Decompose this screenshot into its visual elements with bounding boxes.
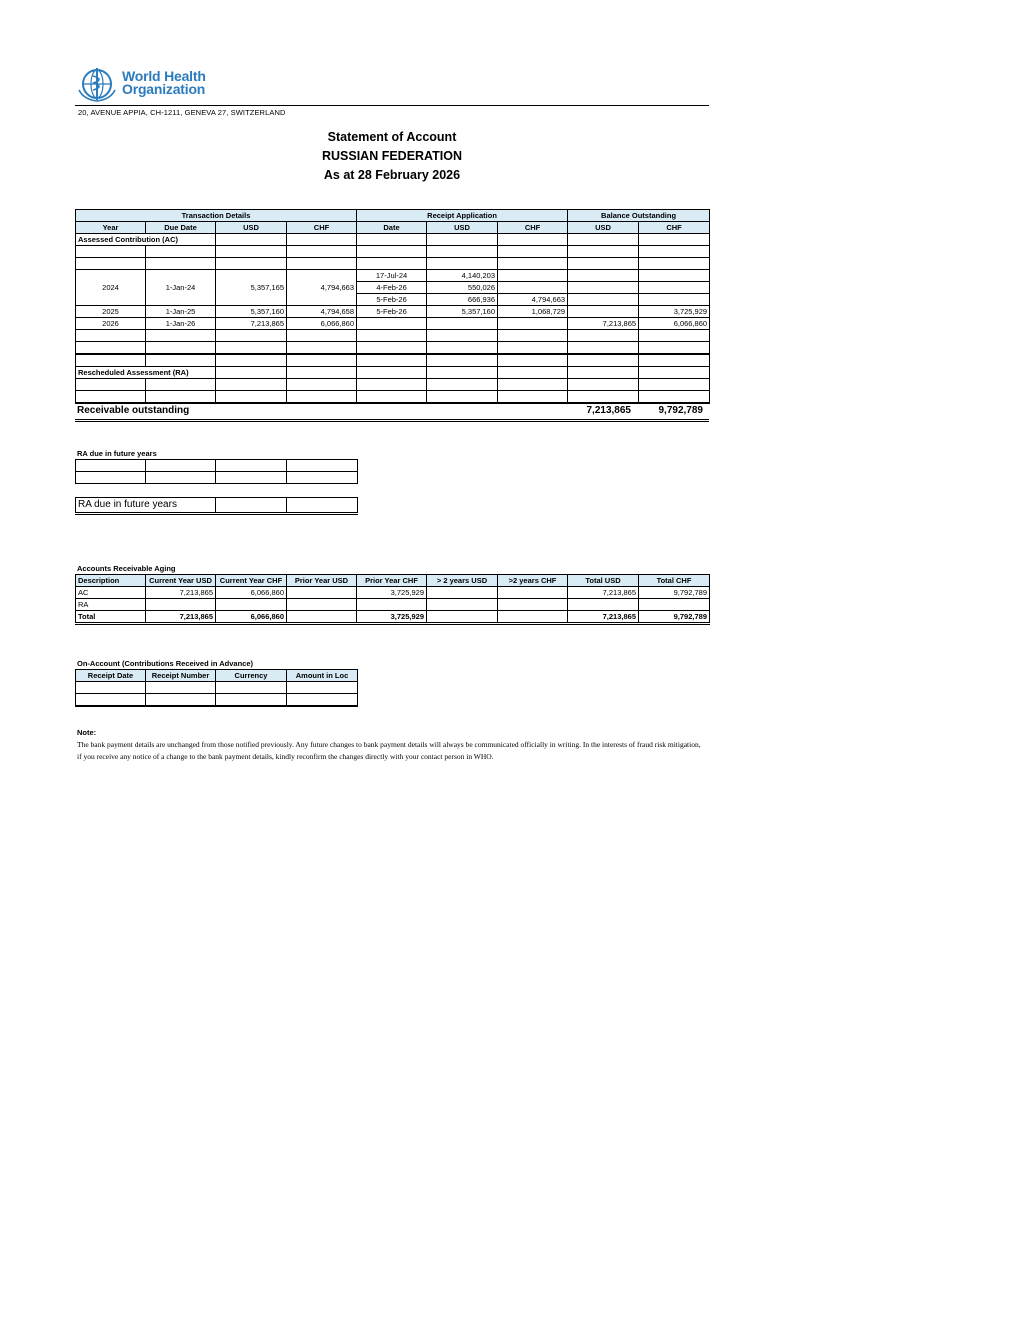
col-currency: Currency	[216, 670, 287, 682]
member-state: RUSSIAN FEDERATION	[321, 149, 463, 163]
col-receipt-date: Date	[357, 222, 427, 234]
table-row	[76, 258, 710, 270]
year-2025: 2025	[76, 306, 146, 318]
aging-col-total-chf: Total CHF	[639, 575, 710, 587]
aging-table	[75, 574, 710, 625]
ra-future-total-label: RA due in future years	[76, 498, 216, 514]
balance-usd-2025	[568, 306, 639, 318]
receipt-chf	[498, 270, 568, 282]
col-balance-usd: USD	[568, 222, 639, 234]
aging-total-usd: 7,213,865	[568, 587, 639, 599]
table-row	[76, 472, 358, 484]
org-name-line1: World Health	[122, 68, 206, 84]
aging-row-total	[76, 611, 710, 624]
balance-usd-2026: 7,213,865	[568, 318, 639, 330]
aging-col-cy-usd: Current Year USD	[146, 575, 216, 587]
section-label-ac: Assessed Contribution (AC)	[76, 234, 216, 246]
org-name-line2: Organization	[122, 81, 206, 97]
aging-2y-usd	[427, 587, 498, 599]
aging-col-py-usd: Prior Year USD	[287, 575, 357, 587]
due-date-2026: 1-Jan-26	[146, 318, 216, 330]
aging-row-ra	[76, 599, 710, 611]
group-receipt-application: Receipt Application	[357, 210, 568, 222]
col-amount-in-loc: Amount in Loc	[287, 670, 358, 682]
table-row	[76, 354, 710, 367]
who-logo	[76, 66, 206, 102]
receivable-chf: 9,792,789	[658, 405, 703, 416]
aging-cy-chf: 6,066,860	[216, 587, 287, 599]
header-rule	[75, 105, 709, 106]
on-account-table	[75, 669, 358, 707]
aging-2y-usd	[427, 611, 498, 624]
receipt-usd-2026	[427, 318, 498, 330]
aging-col-2y-chf: >2 years CHF	[498, 575, 568, 587]
aging-col-2y-usd: > 2 years USD	[427, 575, 498, 587]
col-receipt-number: Receipt Number	[146, 670, 216, 682]
receipt-chf-2025: 1,068,729	[498, 306, 568, 318]
aging-py-chf: 3,725,929	[357, 611, 427, 624]
table-row	[76, 342, 710, 355]
receipt-usd: 666,936	[427, 294, 498, 306]
who-emblem-icon	[76, 66, 118, 102]
aging-py-usd	[287, 611, 357, 624]
aging-2y-chf	[498, 611, 568, 624]
table-row-2025	[76, 306, 710, 318]
aging-cy-chf: 6,066,860	[216, 611, 287, 624]
receivable-outstanding-row	[75, 402, 709, 422]
statement-date: As at 28 February 2026	[323, 168, 461, 182]
aging-cy-usd: 7,213,865	[146, 587, 216, 599]
col-receipt-date: Receipt Date	[76, 670, 146, 682]
aging-heading: Accounts Receivable Aging	[77, 564, 176, 573]
aging-total-chf: 9,792,789	[639, 587, 710, 599]
col-receipt-usd: USD	[427, 222, 498, 234]
aging-2y-chf	[498, 587, 568, 599]
section-row-ra	[76, 367, 710, 379]
balance-chf-2025: 3,725,929	[639, 306, 710, 318]
aging-header-row	[76, 575, 710, 587]
receivable-label: Receivable outstanding	[77, 405, 190, 416]
aging-desc: AC	[76, 587, 146, 599]
balance-chf-2026: 6,066,860	[639, 318, 710, 330]
receipt-usd: 4,140,203	[427, 270, 498, 282]
statement-title: Statement of Account	[327, 130, 457, 144]
table-row	[76, 694, 358, 707]
aging-py-chf: 3,725,929	[357, 587, 427, 599]
aging-py-usd	[287, 587, 357, 599]
ra-future-heading: RA due in future years	[77, 449, 157, 458]
aging-col-cy-chf: Current Year CHF	[216, 575, 287, 587]
col-chf: CHF	[287, 222, 357, 234]
table-row-2024	[76, 270, 710, 282]
table-row	[76, 330, 710, 342]
col-receipt-chf: CHF	[498, 222, 568, 234]
group-balance-outstanding: Balance Outstanding	[568, 210, 710, 222]
table-row	[76, 246, 710, 258]
table-row	[76, 460, 358, 472]
receipt-date: 4-Feb-26	[357, 282, 427, 294]
receipt-date: 5-Feb-26	[357, 294, 427, 306]
receipt-usd: 550,026	[427, 282, 498, 294]
org-address: 20, AVENUE APPIA, CH-1211, GENEVA 27, SWITZERLAND	[78, 108, 286, 117]
section-row-ac	[76, 234, 710, 246]
usd-2025: 5,357,160	[216, 306, 287, 318]
receipt-chf	[498, 282, 568, 294]
on-account-header-row	[76, 670, 358, 682]
col-balance-chf: CHF	[639, 222, 710, 234]
receipt-date-2025: 5-Feb-26	[357, 306, 427, 318]
aging-col-description: Description	[76, 575, 146, 587]
on-account-heading: On-Account (Contributions Received in Advance)	[77, 659, 253, 668]
column-header-row	[76, 222, 710, 234]
aging-total-usd: 7,213,865	[568, 611, 639, 624]
ra-future-table	[75, 459, 358, 484]
note-block	[77, 727, 707, 763]
aging-cy-usd: 7,213,865	[146, 611, 216, 624]
receipt-date: 17-Jul-24	[357, 270, 427, 282]
receipt-chf: 4,794,663	[498, 294, 568, 306]
aging-desc: Total	[76, 611, 146, 624]
chf-2026: 6,066,860	[287, 318, 357, 330]
receipt-date-2026	[357, 318, 427, 330]
note-label: Note:	[77, 728, 97, 737]
table-row-2026	[76, 318, 710, 330]
col-year: Year	[76, 222, 146, 234]
receipt-usd-2025: 5,357,160	[427, 306, 498, 318]
aging-col-total-usd: Total USD	[568, 575, 639, 587]
chf-2024: 4,794,663	[287, 270, 357, 306]
ra-future-total-row	[76, 498, 358, 514]
col-usd: USD	[216, 222, 287, 234]
aging-total-chf: 9,792,789	[639, 611, 710, 624]
group-header-row	[76, 210, 710, 222]
due-date-2024: 1-Jan-24	[146, 270, 216, 306]
ra-future-total-table	[75, 497, 358, 515]
receivable-usd: 7,213,865	[586, 405, 631, 416]
aging-col-py-chf: Prior Year CHF	[357, 575, 427, 587]
col-due-date: Due Date	[146, 222, 216, 234]
usd-2024: 5,357,165	[216, 270, 287, 306]
table-row	[76, 379, 710, 391]
year-2026: 2026	[76, 318, 146, 330]
table-row	[76, 682, 358, 694]
chf-2025: 4,794,658	[287, 306, 357, 318]
aging-row-ac	[76, 587, 710, 599]
year-2024: 2024	[76, 270, 146, 306]
usd-2026: 7,213,865	[216, 318, 287, 330]
receipt-chf-2026	[498, 318, 568, 330]
section-label-ra: Rescheduled Assessment (RA)	[76, 367, 216, 379]
aging-desc: RA	[76, 599, 146, 611]
note-text: The bank payment details are unchanged from those notified previously. Any future changes to bank payment details will always be communicated officially in writing. In the interests of fraud risk mitigation, if you receive any notice of a change to the bank payment details, kindly reconfirm the changes directly with your contact person in WHO.	[77, 740, 701, 761]
transaction-table	[75, 209, 710, 404]
group-transaction-details: Transaction Details	[76, 210, 357, 222]
due-date-2025: 1-Jan-25	[146, 306, 216, 318]
